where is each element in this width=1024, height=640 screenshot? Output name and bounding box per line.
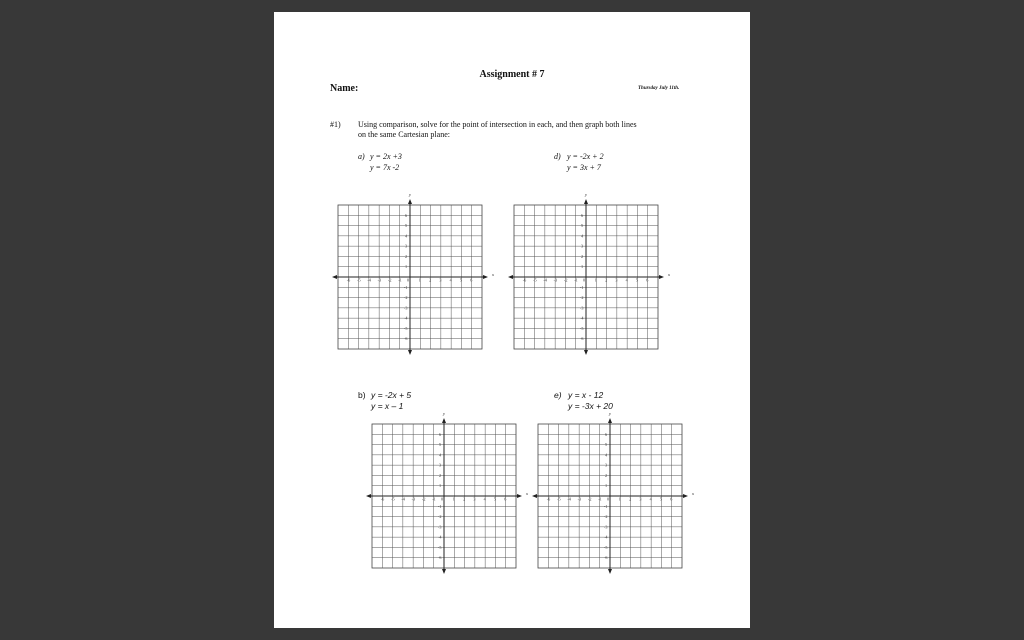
x-tick-label: 0	[607, 496, 610, 502]
y-tick-label: 6	[405, 212, 408, 218]
x-axis-arrow-right	[683, 494, 688, 498]
y-tick-label: 2	[605, 472, 608, 478]
x-tick-label: 6	[670, 496, 673, 502]
y-tick-label: -6	[438, 555, 442, 561]
y-tick-label: 1	[581, 264, 584, 270]
x-tick-label: 2	[463, 496, 466, 502]
x-tick-label: -6	[522, 277, 527, 283]
x-tick-label: -4	[401, 496, 405, 502]
x-tick-label: 5	[659, 496, 663, 502]
x-tick-label: -5	[557, 496, 561, 502]
y-tick-label: -5	[604, 544, 608, 550]
y-tick-label: -4	[438, 534, 442, 540]
y-tick-label: -3	[438, 524, 442, 530]
x-axis-arrow-left	[532, 494, 537, 498]
x-tick-label: -5	[391, 496, 395, 502]
x-tick-label: 6	[470, 277, 473, 283]
x-tick-label: 5	[459, 277, 463, 283]
y-tick-label: -3	[580, 305, 584, 311]
x-tick-label: -2	[387, 277, 392, 283]
cartesian-grid-a[interactable]	[338, 192, 494, 349]
y-tick-label: 2	[439, 472, 442, 478]
x-tick-label: 1	[594, 277, 597, 283]
y-tick-label: -5	[580, 325, 584, 331]
x-tick-label: 3	[473, 496, 476, 502]
part-e-eq1: y = x - 12	[568, 390, 604, 400]
y-tick-label: -2	[404, 295, 408, 301]
y-tick-label: 2	[581, 253, 584, 259]
y-tick-label: 5	[581, 223, 584, 229]
y-tick-label: 6	[605, 431, 608, 437]
part-a-label: a)	[358, 152, 365, 161]
x-tick-label: 2	[629, 496, 632, 502]
y-tick-label: -2	[604, 514, 608, 520]
y-tick-label: -1	[438, 503, 442, 509]
x-tick-label: 4	[449, 277, 452, 283]
x-axis-arrow-right	[483, 275, 488, 279]
x-axis-arrow-left	[366, 494, 371, 498]
y-tick-label: 4	[439, 452, 442, 458]
y-tick-label: -3	[604, 524, 608, 530]
y-tick-label: 1	[439, 483, 442, 489]
part-d-eq1: y = -2x + 2	[567, 152, 604, 161]
y-tick-label: 5	[605, 442, 608, 448]
y-tick-label: 4	[581, 233, 584, 239]
x-tick-label: 5	[635, 277, 639, 283]
part-b-label: b)	[358, 390, 366, 400]
x-tick-label: 2	[605, 277, 608, 283]
question-text-line2: on the same Cartesian plane:	[358, 130, 450, 139]
x-axis-label: x	[492, 272, 494, 277]
y-tick-label: -6	[580, 336, 584, 342]
x-axis-label: x	[668, 272, 670, 277]
y-tick-label: -2	[580, 295, 584, 301]
x-tick-label: -3	[553, 277, 558, 283]
y-tick-label: 3	[439, 462, 442, 468]
x-tick-label: 5	[493, 496, 497, 502]
x-tick-label: 1	[618, 496, 621, 502]
x-tick-label: -2	[587, 496, 592, 502]
y-axis-arrow-up	[408, 199, 412, 204]
x-tick-label: 2	[429, 277, 432, 283]
assignment-title: Assignment # 7	[479, 69, 545, 80]
cartesian-grid-d[interactable]	[514, 192, 670, 349]
y-tick-label: 4	[605, 452, 608, 458]
x-tick-label: 3	[639, 496, 642, 502]
x-axis-arrow-left	[332, 275, 337, 279]
x-tick-label: -4	[367, 277, 371, 283]
x-tick-label: -3	[411, 496, 416, 502]
x-axis-arrow-left	[508, 275, 513, 279]
y-axis-arrow-down	[584, 350, 588, 355]
x-tick-label: 0	[441, 496, 444, 502]
y-tick-label: -6	[604, 555, 608, 561]
y-tick-label: -1	[604, 503, 608, 509]
part-a-eq1: y = 2x +3	[370, 152, 402, 161]
x-axis-label: x	[526, 491, 528, 496]
part-d-label: d)	[554, 152, 561, 161]
x-tick-label: -1	[398, 277, 402, 283]
y-axis-label: y	[585, 192, 587, 197]
y-tick-label: -5	[438, 544, 442, 550]
y-tick-label: 5	[439, 442, 442, 448]
worksheet-page	[274, 12, 750, 628]
x-tick-label: 1	[452, 496, 455, 502]
question-text-line1: Using comparison, solve for the point of intersection in each, and then graph both lines	[358, 120, 637, 129]
name-label: Name:	[330, 83, 359, 94]
x-tick-label: 3	[615, 277, 618, 283]
y-tick-label: 1	[605, 483, 608, 489]
cartesian-grid-e[interactable]	[538, 411, 694, 568]
x-tick-label: -3	[577, 496, 582, 502]
y-axis-label: y	[609, 411, 611, 416]
y-tick-label: -3	[404, 305, 408, 311]
date-label: Thursday July 11th.	[638, 86, 680, 91]
part-b-eq1: y = -2x + 5	[371, 390, 412, 400]
y-tick-label: 3	[581, 243, 584, 249]
part-a-eq2: y = 7x -2	[370, 163, 400, 172]
y-axis-arrow-up	[584, 199, 588, 204]
y-axis-arrow-down	[408, 350, 412, 355]
y-tick-label: -6	[404, 336, 408, 342]
x-tick-label: -4	[543, 277, 547, 283]
x-tick-label: -6	[546, 496, 551, 502]
x-tick-label: -1	[432, 496, 436, 502]
y-axis-arrow-up	[608, 418, 612, 423]
x-tick-label: -5	[357, 277, 361, 283]
y-tick-label: 3	[605, 462, 608, 468]
y-tick-label: -4	[604, 534, 608, 540]
x-tick-label: -4	[567, 496, 571, 502]
x-tick-label: -5	[533, 277, 537, 283]
x-tick-label: 4	[625, 277, 628, 283]
y-tick-label: -1	[580, 284, 584, 290]
y-tick-label: 6	[439, 431, 442, 437]
y-tick-label: -4	[404, 315, 408, 321]
x-tick-label: 4	[649, 496, 652, 502]
question-number: #1)	[330, 120, 341, 129]
x-tick-label: -2	[563, 277, 568, 283]
x-axis-arrow-right	[659, 275, 664, 279]
y-axis-label: y	[443, 411, 445, 416]
x-tick-label: 0	[583, 277, 586, 283]
x-tick-label: 6	[646, 277, 649, 283]
part-d-eq2: y = 3x + 7	[567, 163, 601, 172]
y-axis-arrow-down	[608, 569, 612, 574]
y-tick-label: 4	[405, 233, 408, 239]
cartesian-grid-b[interactable]	[372, 411, 528, 568]
x-tick-label: 0	[407, 277, 410, 283]
y-tick-label: -2	[438, 514, 442, 520]
y-tick-label: -5	[404, 325, 408, 331]
y-tick-label: 3	[405, 243, 408, 249]
y-tick-label: 6	[581, 212, 584, 218]
x-axis-label: x	[692, 491, 694, 496]
x-tick-label: 4	[483, 496, 486, 502]
y-tick-label: 2	[405, 253, 408, 259]
y-tick-label: -4	[580, 315, 584, 321]
y-axis-arrow-down	[442, 569, 446, 574]
y-tick-label: 1	[405, 264, 408, 270]
x-tick-label: -1	[574, 277, 578, 283]
y-tick-label: -1	[404, 284, 408, 290]
y-tick-label: 5	[405, 223, 408, 229]
part-e-label: e)	[554, 390, 562, 400]
part-e-eq2: y = -3x + 20	[568, 401, 613, 411]
y-axis-arrow-up	[442, 418, 446, 423]
x-tick-label: -6	[380, 496, 385, 502]
y-axis-label: y	[409, 192, 411, 197]
x-tick-label: -1	[598, 496, 602, 502]
part-b-eq2: y = x – 1	[371, 401, 404, 411]
x-tick-label: 6	[504, 496, 507, 502]
x-tick-label: -3	[377, 277, 382, 283]
x-tick-label: 3	[439, 277, 442, 283]
x-tick-label: -6	[346, 277, 351, 283]
x-tick-label: 1	[418, 277, 421, 283]
x-axis-arrow-right	[517, 494, 522, 498]
x-tick-label: -2	[421, 496, 426, 502]
